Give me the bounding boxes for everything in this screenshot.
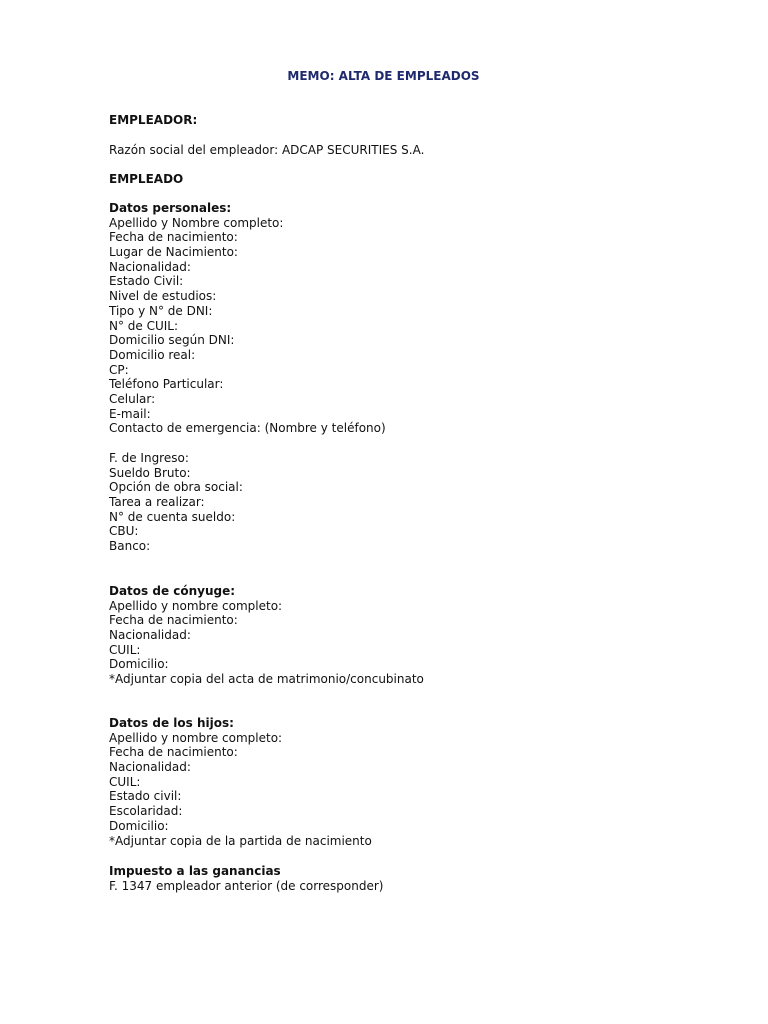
field-line: Banco: (109, 539, 151, 554)
field-line: CBU: (109, 524, 139, 539)
employment-fields (109, 451, 243, 554)
field-line: Celular: (109, 391, 156, 406)
field-line: Contacto de emergencia: (Nombre y teléfono) (109, 421, 386, 436)
field-line: CP: (109, 362, 129, 377)
employer-heading: EMPLEADOR: (109, 113, 198, 127)
employment-section (109, 451, 243, 554)
field-line: Domicilio: (109, 657, 169, 672)
field-line: Nacionalidad: (109, 259, 191, 274)
field-line: Teléfono Particular: (109, 377, 224, 392)
spouse-heading: Datos de cónyuge: (109, 584, 236, 598)
field-line: Sueldo Bruto: (109, 465, 191, 480)
field-line: CUIL: (109, 774, 141, 789)
field-line: N° de CUIL: (109, 318, 179, 333)
field-line: F. 1347 empleador anterior (de corresponder) (109, 878, 384, 893)
field-line: Escolaridad: (109, 804, 183, 819)
field-line: Nacionalidad: (109, 760, 191, 775)
memo-title: MEMO: ALTA DE EMPLEADOS (287, 69, 480, 83)
field-line: Domicilio: (109, 818, 169, 833)
field-line: *Adjuntar copia de la partida de nacimiento (109, 833, 372, 848)
field-line: Nivel de estudios: (109, 289, 217, 304)
field-line: Lugar de Nacimiento: (109, 245, 238, 260)
field-line: Domicilio según DNI: (109, 333, 235, 348)
spouse-fields (109, 599, 424, 687)
field-line: Tipo y N° de DNI: (109, 303, 213, 318)
field-line: Apellido y nombre completo: (109, 730, 283, 745)
field-line: Opción de obra social: (109, 480, 243, 495)
field-line: Estado civil: (109, 789, 182, 804)
personal-fields (109, 216, 386, 436)
personal-heading: Datos personales: (109, 201, 232, 215)
field-line: CUIL: (109, 642, 141, 657)
children-section (109, 716, 372, 848)
tax-section (109, 864, 383, 893)
field-line: E-mail: (109, 406, 151, 421)
field-line: N° de cuenta sueldo: (109, 509, 236, 524)
children-fields (109, 731, 372, 849)
field-line: F. de Ingreso: (109, 451, 189, 465)
tax-heading: Impuesto a las ganancias (109, 864, 281, 878)
field-line: Apellido y nombre completo: (109, 598, 283, 613)
field-line: Estado Civil: (109, 274, 184, 289)
field-line: Nacionalidad: (109, 628, 191, 643)
field-line: Fecha de nacimiento: (109, 230, 238, 245)
employee-heading: EMPLEADO (109, 172, 184, 186)
field-line: Tarea a realizar: (109, 495, 205, 510)
children-heading: Datos de los hijos: (109, 716, 234, 730)
field-line: Apellido y Nombre completo: (109, 215, 284, 230)
personal-section (109, 201, 386, 436)
field-line: Fecha de nacimiento: (109, 613, 238, 628)
field-line: *Adjuntar copia del acta de matrimonio/concubinato (109, 672, 424, 687)
employer-company-line: Razón social del empleador: ADCAP SECURITIES S.A. (109, 143, 425, 157)
field-line: Fecha de nacimiento: (109, 745, 238, 760)
tax-fields (109, 879, 383, 894)
spouse-section (109, 584, 424, 687)
field-line: Domicilio real: (109, 347, 196, 362)
